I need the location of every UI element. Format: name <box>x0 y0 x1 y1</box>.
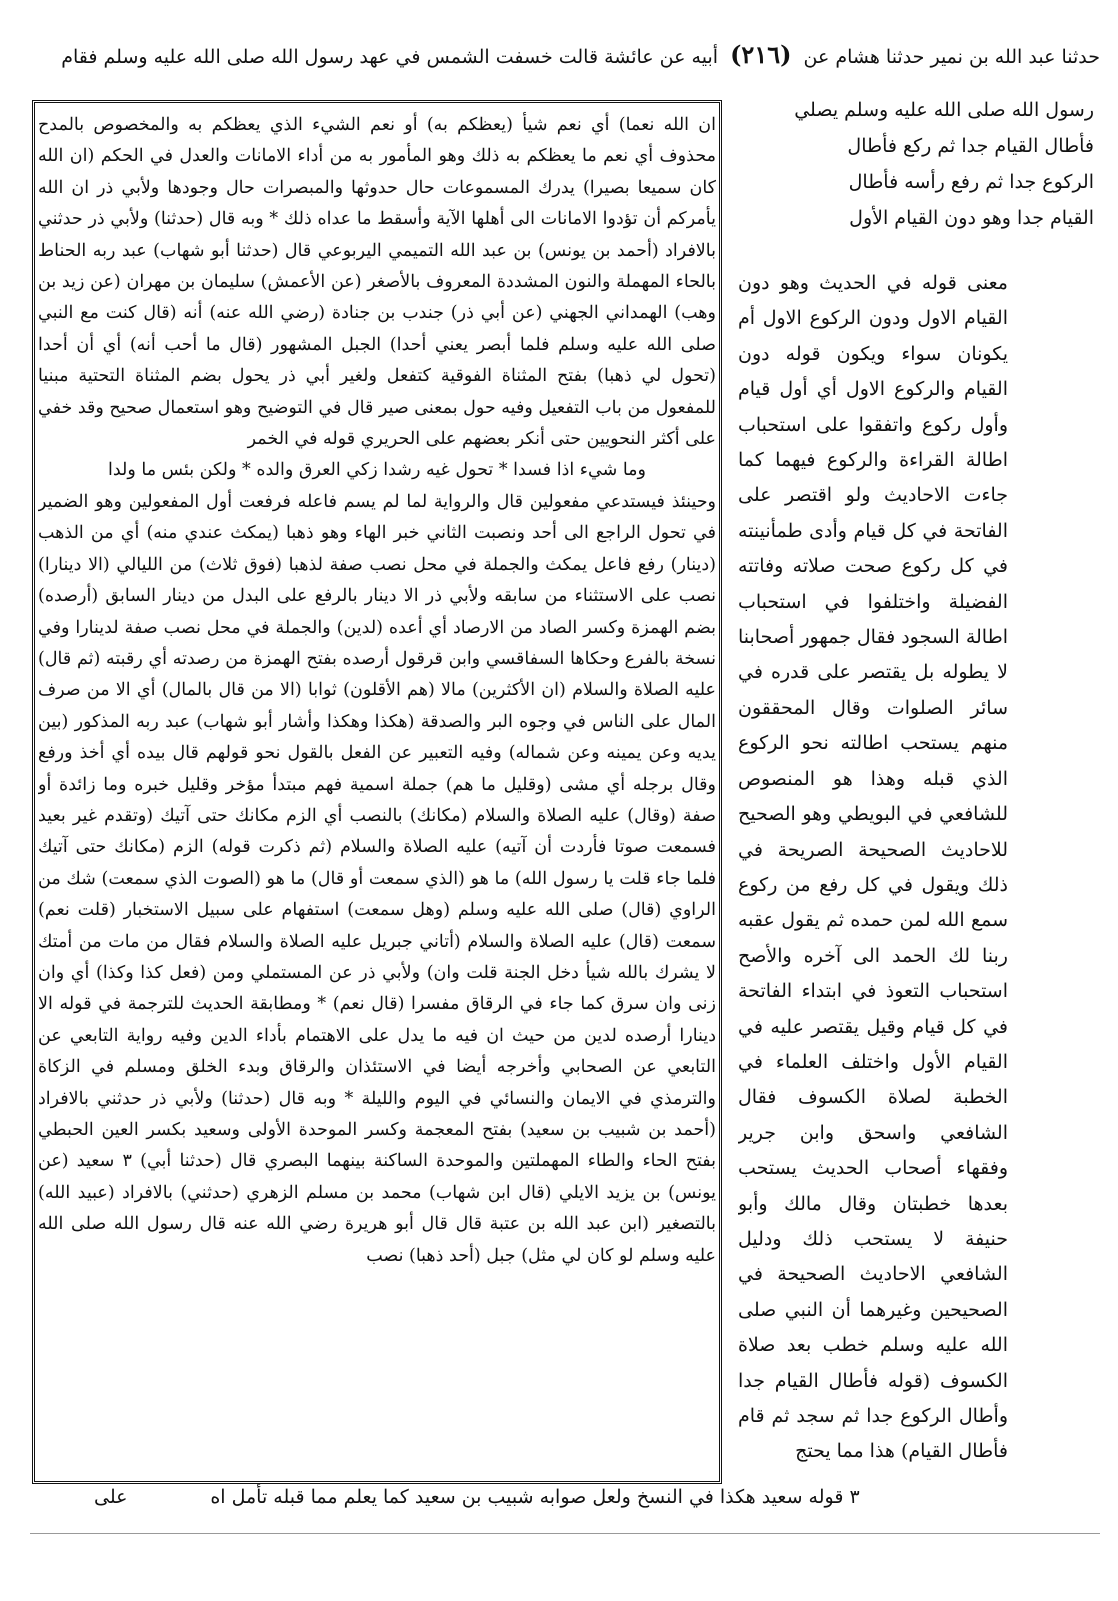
catchword: على <box>94 1486 128 1508</box>
main-paragraph-2: وحينئذ فيستدعي مفعولين قال والرواية لما لم يسم فاعله فرفعت أول المفعولين وهو الضمير في تحول الراجع الى أحد ونصبت الثاني خبر الهاء وهو ذهبا (يمكث عندي منه) أي من الذهب (دينار) رفع فاعل يمكث والجملة في محل نصب صفة لذهبا (فوق ثلاث) من الليالي (الا دينارا) نصب على الاستثناء من سابقه ولأبي ذر الا دينار بالرفع على البدل من دينار السابق (أرصده) بضم الهمزة وكسر الصاد من الارصاد أي أعده (لدين) والجملة في محل نصب صفة لدينارا وفي نسخة بالفرع وحكاها السفاقسي وابن قرقول أرصده بفتح الهمزة من رصدته أي رقبته (ثم قال) عليه الصلاة والسلام (ان الأكثرين) مالا (هم الأقلون) ثوابا (الا من قال بالمال) أي الا من صرف المال على الناس في وجوه البر والصدقة (هكذا وهكذا وأشار أبو شهاب) عبد ربه المذكور (بين يديه وعن يمينه وعن شماله) وفيه التعبير عن الفعل بالقول نحو قولهم قال بيده أي أخذ ورفع وقال برجله أي مشى (وقليل ما هم) جملة اسمية فهم مبتدأ مؤخر وقليل خبره وما زائدة أو صفة (وقال) عليه الصلاة والسلام (مكانك) بالنصب أي الزم مكانك حتى آتيك (وتقدم غير بعيد فسمعت صوتا فأردت أن آتيه) عليه الصلاة والسلام (ثم ذكرت قوله) الزم (مكانك حتى آتيك فلما جاء قلت يا رسول الله) ما هو (الذي سمعت أو قال) ما هو (الصوت الذي سمعت) شك من الراوي (قال) صلى الله عليه وسلم (وهل سمعت) استفهام على سبيل الاستخبار (قلت نعم) سمعت (قال) عليه الصلاة والسلام (أتاني جبريل عليه الصلاة والسلام فقال من مات من أمتك لا يشرك بالله شيأ دخل الجنة قلت وان) ولأبي ذر عن المستملي ومن (فعل كذا وكذا) أي وان زنى وان سرق كما جاء في الرقاق مفسرا (قال نعم) * ومطابقة الحديث للترجمة في قوله الا دينارا أرصده لدين من حيث ان فيه ما يدل على الاهتمام بأداء الدين وفيه رواية التابعي عن التابعي عن الصحابي وأخرجه أيضا في الاستئذان والرقاق وبدء الخلق ومسلم في الزكاة والترمذي في الايمان والنسائي في اليوم والليلة * وبه قال (حدثنا) ولأبي ذر حدثني بالافراد (أحمد بن شبيب بن سعيد) بفتح المعجمة وكسر الموحدة الأولى وسعيد بكسر العين الحبطي بفتح الحاء والطاء المهملتين والموحدة الساكنة بينهما البصري قال (حدثنا أبي) ٣ سعيد (عن يونس) بن يزيد الايلي (قال ابن شهاب) محمد بن مسلم الزهري (حدثني) بالافراد (عبيد الله) بالتصغير (ابن عبد الله بن عتبة قال قال أبو هريرة رضي الله عنه قال رسول الله صلى الله عليه وسلم لو كان لي مثل) جبل (أحد ذهبا) نصب <box>38 491 716 1266</box>
hadith-line: رسول الله صلى الله عليه وسلم يصلي <box>794 99 1094 121</box>
hadith-line: القيام جدا وهو دون القيام الأول <box>849 207 1094 229</box>
poem-verse: وما شيء اذا فسدا * تحول غيه رشدا زكي العرق والده * ولكن بئس ما ولدا <box>107 460 647 481</box>
margin-commentary: معنى قوله في الحديث وهو دون القيام الاول ودون الركوع الاول أم يكونان سواء ويكون قوله دون القيام والركوع الاول أي أول قيام وأول ركوع واتفقوا على استحباب اطالة القراءة والركوع فيهما كما جاءت الاحاديث ولو اقتصر على الفاتحة في كل قيام وأدى طمأنينته في كل ركوع صحت صلاته وفاتته الفضيلة واختلفوا في استحباب اطالة السجود فقال جمهور أصحابنا لا يطوله بل يقتصر على قدره في سائر الصلوات وقال المحققون منهم يستحب اطالته نحو الركوع الذي قبله وهذا هو المنصوص للشافعي في البويطي وهو الصحيح للاحاديث الصحيحة الصريحة في ذلك ويقول في كل رفع من ركوع سمع الله لمن حمده ثم يقول عقبه ربنا لك الحمد الى آخره والأصح استحباب التعوذ في ابتداء الفاتحة في كل قيام وقيل يقتصر عليه في القيام الأول واختلف العلماء في الخطبة لصلاة الكسوف فقال الشافعي واسحق وابن جرير وفقهاء أصحاب الحديث يستحب بعدها خطبتان وقال مالك وأبو حنيفة لا يستحب ذلك ودليل الشافعي الاحاديث الصحيحة في الصحيحين وغيرهما أن النبي صلى الله عليه وسلم خطب بعد صلاة الكسوف (قوله فأطال القيام جدا وأطال الركوع جدا ثم سجد ثم قام فأطال القيام) هذا مما يحتج <box>738 272 1008 1463</box>
footnote: ٣ قوله سعيد هكذا في النسخ ولعل صوابه شبيب بن سعيد كما يعلم مما قبله تأمل اه <box>210 1486 860 1508</box>
header-right-text: حدثنا عبد الله بن نمير حدثنا هشام عن <box>803 46 1100 68</box>
page-number: (٢١٦) <box>730 40 792 69</box>
hadith-line: فأطال القيام جدا ثم ركع فأطال <box>847 135 1094 157</box>
main-commentary <box>38 110 716 1482</box>
hadith-line: الركوع جدا ثم رفع رأسه فأطال <box>848 171 1094 193</box>
bottom-rule <box>30 1533 1100 1534</box>
hadith-text-top <box>738 92 1094 262</box>
page-header <box>30 42 1100 94</box>
header-left-text: أبيه عن عائشة قالت خسفت الشمس في عهد رسول الله صلى الله عليه وسلم فقام <box>61 46 719 68</box>
main-paragraph-1: ان الله نعما) أي نعم شيأ (يعظكم به) أو نعم الشيء الذي يعظكم به والمخصوص بالمدح محذوف أي نعم ما يعظكم به ذلك وهو المأمور به من أداء الامانات والعدل في الحكم (ان الله كان سميعا بصيرا) يدرك المسموعات حال حدوثها والمبصرات حال وجودها ولأبي ذر ان الله يأمركم أن تؤدوا الامانات الى أهلها الآية وأسقط ما عداه ذلك * وبه قال (حدثنا) ولأبي ذر حدثني بالافراد (أحمد بن يونس) بن عبد الله التميمي اليربوعي قال (حدثنا أبو شهاب) عبد ربه الحناط بالحاء المهملة والنون المشددة المعروف بالأصغر (عن الأعمش) سليمان بن مهران (عن زيد بن وهب) الهمداني الجهني (عن أبي ذر) جندب بن جنادة (رضي الله عنه) أنه (قال كنت مع النبي صلى الله عليه وسلم فلما أبصر يعني أحدا) الجبل المشهور (قال ما أحب أنه) أي أن أحدا (تحول لي ذهبا) بفتح المثناة الفوقية كتفعل ولغير أبي ذر يحول بضم المثناة التحتية مبنيا للمفعول من باب التفعيل وفيه حول بمعنى صير قال في التوضيح وهو استعمال صحيح وقد خفي على أكثر النحويين حتى أنكر بعضهم على الحريري قوله في الخمر <box>38 115 716 450</box>
